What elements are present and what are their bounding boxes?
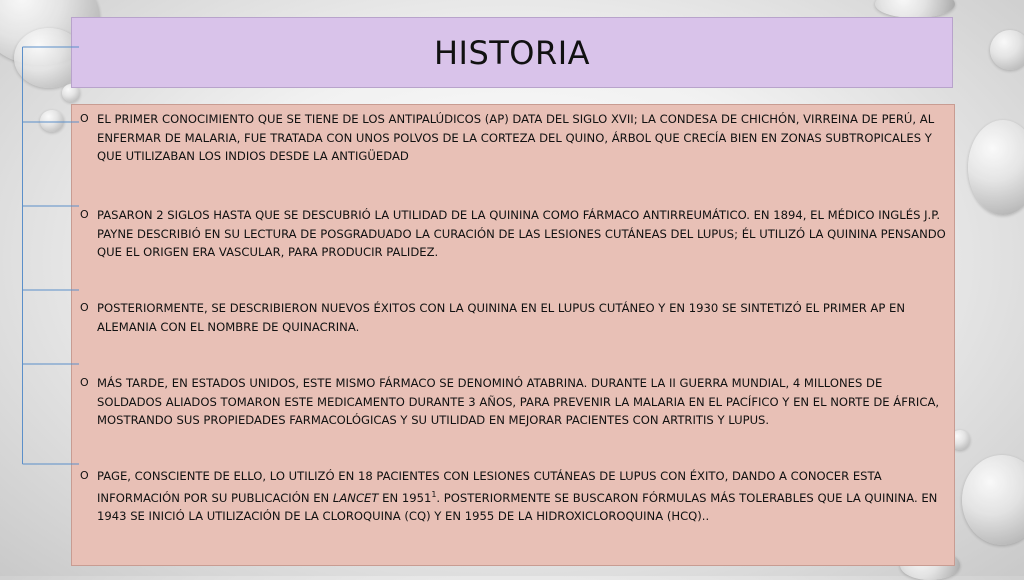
bullet-text: POSTERIORMENTE, SE DESCRIBIERON NUEVOS ÉXITOS CON LA QUININA EN EL LUPUS CUTÁNEO Y EN 1930 SE SINTETIZÓ EL PRIMER AP EN ALEMANIA CON EL NOMBRE DE QUINACRINA. <box>97 301 906 334</box>
bullet-marker: O <box>80 208 89 221</box>
bullet-text: PASARON 2 SIGLOS HASTA QUE SE DESCUBRIÓ LA UTILIDAD DE LA QUININA COMO FÁRMACO ANTIRREUMÁTICO. EN 1894, EL MÉDICO INGLÉS J.P. PAYNE DESCRIBIÓ EN SU LECTURA DE POSGRADUADO LA CURACIÓN DE LAS LESIONES CUTÁNEAS DEL LUPUS; ÉL UTILIZÓ LA QUININA PENSANDO QUE EL ORIGEN ERA VASCULAR, PARA PRODUCIR PALIDEZ. <box>97 208 946 259</box>
bullet-marker: O <box>80 469 89 482</box>
bullet-marker: O <box>80 112 89 125</box>
decorative-drop <box>962 455 1024 545</box>
bullet-text <box>97 467 947 525</box>
decorative-drop <box>990 30 1024 70</box>
decorative-drop <box>40 110 64 132</box>
bullet-text-start: PAGE, CONSCIENTE DE ELLO, LO UTILIZÓ EN 18 PACIENTES CON LESIONES CUTÁNEAS DE LUPUS CON ÉXITO, DANDO A CONOCER ESTA INFORMACIÓN POR SU PUBLICACIÓN EN <box>97 469 882 505</box>
bullet-marker: O <box>80 301 89 314</box>
bullet-marker: O <box>80 376 89 389</box>
journal-name: LANCET <box>332 490 379 505</box>
slide-title: HISTORIA <box>433 33 591 72</box>
bullet-text-year: EN 1951 <box>378 490 432 505</box>
bullet-text: EL PRIMER CONOCIMIENTO QUE SE TIENE DE LOS ANTIPALÚDICOS (AP) DATA DEL SIGLO XVII; LA CONDESA DE CHICHÓN, VIRREINA DE PERÚ, AL ENFERMAR DE MALARIA, FUE TRATADA CON UNOS POLVOS DE LA CORTEZA DEL QUINO, ÁRBOL QUE CRECÍA BIEN EN ZONAS SUBTROPICALES Y QUE UTILIZABAN LOS INDIOS DESDE LA ANTIGÜEDAD <box>97 112 935 163</box>
bullet-text: MÁS TARDE, EN ESTADOS UNIDOS, ESTE MISMO FÁRMACO SE DENOMINÓ ATABRINA. DURANTE LA II GUERRA MUNDIAL, 4 MILLONES DE SOLDADOS ALIADOS TOMARON ESTE MEDICAMENTO DURANTE 3 AÑOS, PARA PREVENIR LA MALARIA EN EL PACÍFICO Y EN EL NORTE DE ÁFRICA, MOSTRANDO SUS PROPIEDADES FARMACOLÓGICAS Y SU UTILIDAD EN MEJORAR PACIENTES CON ARTRITIS Y LUPUS. <box>97 376 940 427</box>
citation-superscript: 1 <box>431 489 437 499</box>
decorative-drop <box>968 120 1024 215</box>
bullet-text-end: . POSTERIORMENTE SE BUSCARON FÓRMULAS MÁS TOLERABLES QUE LA QUININA. EN 1943 SE INICIÓ LA UTILIZACIÓN DE LA CLOROQUINA (CQ) Y EN 1955 DE LA HIDROXICLOROQUINA (HCQ).. <box>97 490 938 523</box>
content-box <box>71 104 955 566</box>
title-box <box>71 17 953 88</box>
decorative-drop <box>875 0 955 18</box>
